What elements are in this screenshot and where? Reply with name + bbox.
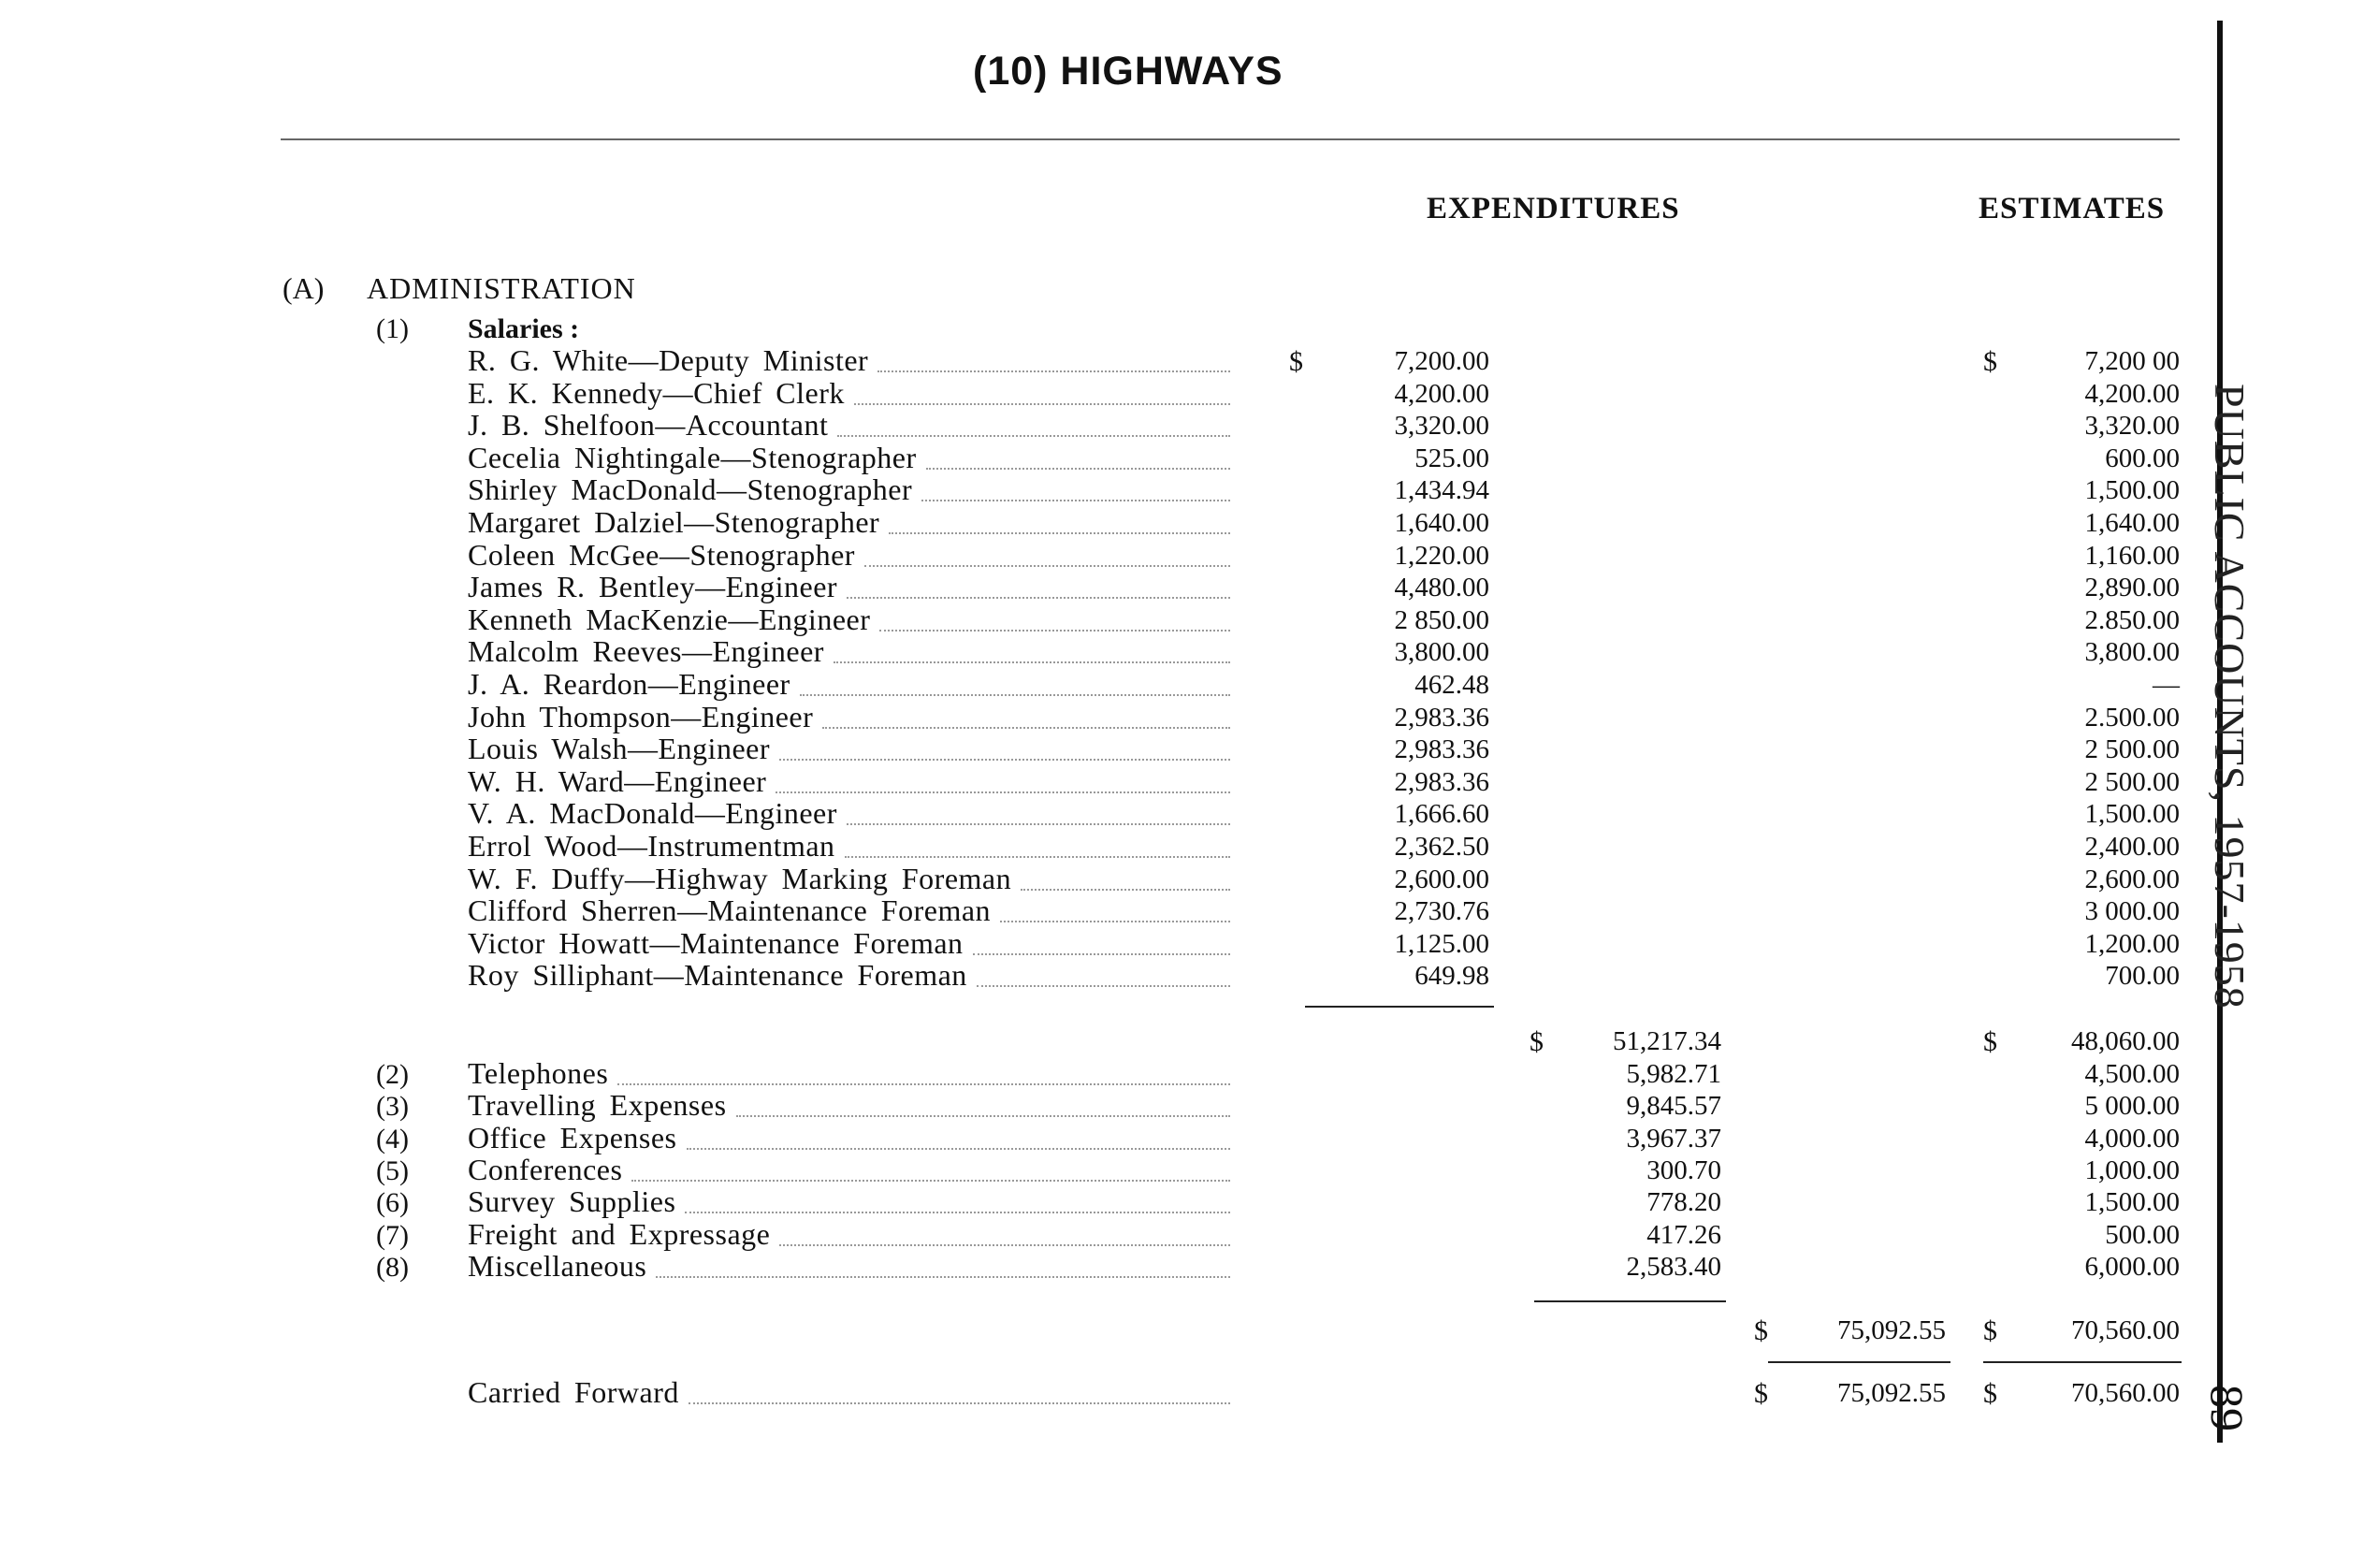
salaries-total-row [0, 1026, 2245, 1058]
salary-estimate: 3,800.00 [2084, 637, 2180, 668]
salary-expenditure: 4,200.00 [1394, 378, 1489, 409]
salary-row [0, 667, 2245, 702]
item-expenditure: 5,982.71 [1626, 1059, 1721, 1089]
salary-expenditure: 2,983.36 [1394, 766, 1489, 797]
currency-sign: $ [1983, 1315, 1997, 1346]
section-total-expenditure: 75,092.55 [1837, 1315, 1946, 1345]
currency-sign: $ [1983, 346, 1997, 377]
item-estimate: 500.00 [2105, 1219, 2180, 1250]
salary-name: Louis Walsh—Engineer [468, 734, 1230, 766]
salary-estimate: 2 500.00 [2084, 734, 2180, 765]
salary-estimate: 3,320.00 [2084, 411, 2180, 442]
item-label: Miscellaneous [468, 1252, 1230, 1284]
item-number: (4) [376, 1123, 409, 1154]
carried-forward-expenditure: 75,092.55 [1837, 1378, 1946, 1408]
salary-estimate: 1,500.00 [2084, 799, 2180, 830]
salary-expenditure: 4,480.00 [1394, 573, 1489, 603]
salary-expenditure: 2,600.00 [1394, 864, 1489, 894]
salary-estimate: 3 000.00 [2084, 896, 2180, 927]
item-number: (8) [376, 1251, 409, 1283]
currency-sign: $ [1983, 1026, 1997, 1057]
salary-name: W. F. Duffy—Highway Marking Foreman [468, 864, 1230, 896]
salary-expenditure: 2,983.36 [1394, 702, 1489, 733]
salary-name: Margaret Dalziel—Stenographer [468, 508, 1230, 540]
salary-expenditure: 1,666.60 [1394, 799, 1489, 830]
carried-forward-row [0, 1375, 2245, 1410]
currency-sign: $ [1289, 346, 1303, 377]
salary-name: Clifford Sherren—Maintenance Foreman [468, 896, 1230, 928]
salary-estimate: — [2153, 670, 2180, 700]
expenditures-heading: EXPENDITURES [1427, 192, 1680, 225]
salary-name: Coleen McGee—Stenographer [468, 541, 1230, 573]
salary-estimate: 2.850.00 [2084, 604, 2180, 635]
salary-expenditure: 1,220.00 [1394, 540, 1489, 571]
salary-row [0, 925, 2245, 961]
item-expenditure: 778.20 [1646, 1187, 1721, 1218]
items-subtotal-rule [1534, 1300, 1726, 1302]
expense-item-row [0, 1152, 2245, 1187]
salary-expenditure: 2,730.76 [1394, 896, 1489, 927]
salaries-subtotal-rule [1305, 1006, 1494, 1008]
item-label: Telephones [468, 1059, 1230, 1091]
section-total-estimate: 70,560.00 [2071, 1315, 2180, 1345]
expense-item-row [0, 1120, 2245, 1155]
salary-estimate: 4,200.00 [2084, 378, 2180, 409]
item-number: (7) [376, 1219, 409, 1251]
salary-row [0, 505, 2245, 540]
salary-row [0, 699, 2245, 734]
page-title: (10) HIGHWAYS [973, 49, 1283, 94]
salary-row [0, 570, 2245, 604]
item-expenditure: 9,845.57 [1626, 1091, 1721, 1122]
currency-sign: $ [1754, 1315, 1768, 1346]
subsection-number: (1) [376, 313, 409, 344]
salary-expenditure: 7,200.00 [1394, 346, 1489, 376]
salary-expenditure: 2,362.50 [1394, 832, 1489, 862]
salaries-total-expenditure: 51,217.34 [1613, 1026, 1721, 1056]
salaries-total-estimate: 48,060.00 [2071, 1026, 2180, 1056]
section-total-row [0, 1315, 2245, 1347]
salary-row [0, 440, 2245, 475]
currency-sign: $ [1530, 1026, 1544, 1057]
salary-expenditure: 649.98 [1414, 961, 1489, 992]
salary-expenditure: 1,434.94 [1394, 475, 1489, 506]
currency-sign: $ [1983, 1378, 1997, 1409]
salary-expenditure: 2,983.36 [1394, 734, 1489, 765]
salary-name: Errol Wood—Instrumentman [468, 832, 1230, 864]
salary-name: R. G. White—Deputy Minister [468, 346, 1230, 378]
header-rule [281, 138, 2180, 140]
item-estimate: 4,500.00 [2084, 1059, 2180, 1089]
salary-row [0, 734, 2245, 766]
salary-estimate: 2,890.00 [2084, 573, 2180, 603]
salary-estimate: 7,200 00 [2084, 346, 2180, 376]
salary-name: Shirley MacDonald—Stenographer [468, 475, 1230, 507]
currency-sign: $ [1754, 1378, 1768, 1409]
salary-row [0, 343, 2245, 378]
item-expenditure: 3,967.37 [1626, 1123, 1721, 1154]
salary-name: J. A. Reardon—Engineer [468, 670, 1230, 702]
salary-estimate: 1,160.00 [2084, 540, 2180, 571]
salary-estimate: 2 500.00 [2084, 766, 2180, 797]
salary-estimate: 2.500.00 [2084, 702, 2180, 733]
expense-item-row [0, 1248, 2245, 1284]
item-estimate: 6,000.00 [2084, 1251, 2180, 1282]
salary-row [0, 634, 2245, 669]
salary-expenditure: 1,640.00 [1394, 508, 1489, 538]
running-title: PUBLIC ACCOUNTS, 1957-1958 [2206, 384, 2254, 1009]
item-number: (3) [376, 1091, 409, 1123]
salary-expenditure: 525.00 [1414, 443, 1489, 473]
salary-expenditure: 3,320.00 [1394, 411, 1489, 442]
item-expenditure: 300.70 [1646, 1154, 1721, 1185]
salary-estimate: 1,500.00 [2084, 475, 2180, 506]
salary-row [0, 537, 2245, 573]
salary-estimate: 1,640.00 [2084, 508, 2180, 538]
total-rule-estimates [1983, 1361, 2182, 1363]
salary-row [0, 472, 2245, 507]
item-expenditure: 417.26 [1646, 1219, 1721, 1250]
salary-expenditure: 1,125.00 [1394, 928, 1489, 959]
salary-name: Kenneth MacKenzie—Engineer [468, 605, 1230, 637]
item-label: Survey Supplies [468, 1187, 1230, 1219]
salary-estimate: 2,600.00 [2084, 864, 2180, 894]
item-label: Freight and Expressage [468, 1220, 1230, 1252]
item-estimate: 5 000.00 [2084, 1091, 2180, 1122]
salary-name: Malcolm Reeves—Engineer [468, 637, 1230, 669]
page-number: 89 [2201, 1385, 2254, 1431]
item-estimate: 4,000.00 [2084, 1123, 2180, 1154]
salary-name: W. H. Ward—Engineer [468, 767, 1230, 799]
total-rule-expenditures [1768, 1361, 1950, 1363]
salary-name: Cecelia Nightingale—Stenographer [468, 443, 1230, 475]
estimates-heading: ESTIMATES [1979, 192, 2166, 225]
item-expenditure: 2,583.40 [1626, 1251, 1721, 1282]
salary-row [0, 796, 2245, 831]
salary-estimate: 600.00 [2105, 443, 2180, 473]
salary-row [0, 829, 2245, 864]
salary-name: John Thompson—Engineer [468, 703, 1230, 734]
subsection-label: Salaries : [468, 313, 580, 344]
salary-row [0, 602, 2245, 637]
salary-row [0, 893, 2245, 928]
salary-expenditure: 3,800.00 [1394, 637, 1489, 668]
salary-name: V. A. MacDonald—Engineer [468, 799, 1230, 831]
salary-row [0, 958, 2245, 993]
salary-row [0, 375, 2245, 411]
item-label: Travelling Expenses [468, 1091, 1230, 1123]
salary-name: Victor Howatt—Maintenance Foreman [468, 929, 1230, 961]
item-estimate: 1,500.00 [2084, 1187, 2180, 1218]
expense-item-row [0, 1184, 2245, 1219]
salary-name: Roy Silliphant—Maintenance Foreman [468, 961, 1230, 993]
item-label: Office Expenses [468, 1124, 1230, 1155]
salary-estimate: 2,400.00 [2084, 832, 2180, 862]
section-title: ADMINISTRATION [367, 271, 636, 305]
expense-item-row [0, 1088, 2245, 1123]
salary-row [0, 861, 2245, 896]
item-label: Conferences [468, 1155, 1230, 1187]
salary-row [0, 763, 2245, 799]
salary-expenditure: 2 850.00 [1394, 604, 1489, 635]
salary-estimate: 1,200.00 [2084, 928, 2180, 959]
item-estimate: 1,000.00 [2084, 1154, 2180, 1185]
carried-forward-label: Carried Forward [468, 1378, 1230, 1410]
salary-name: James R. Bentley—Engineer [468, 573, 1230, 604]
expense-item-row [0, 1216, 2245, 1252]
carried-forward-estimate: 70,560.00 [2071, 1378, 2180, 1408]
item-number: (2) [376, 1059, 409, 1090]
expense-item-row [0, 1056, 2245, 1091]
salary-name: J. B. Shelfoon—Accountant [468, 411, 1230, 443]
salary-expenditure: 462.48 [1414, 670, 1489, 700]
item-number: (6) [376, 1187, 409, 1219]
salary-row [0, 408, 2245, 443]
salary-name: E. K. Kennedy—Chief Clerk [468, 379, 1230, 411]
item-number: (5) [376, 1154, 409, 1186]
section-letter: (A) [283, 271, 325, 305]
salary-estimate: 700.00 [2105, 961, 2180, 992]
